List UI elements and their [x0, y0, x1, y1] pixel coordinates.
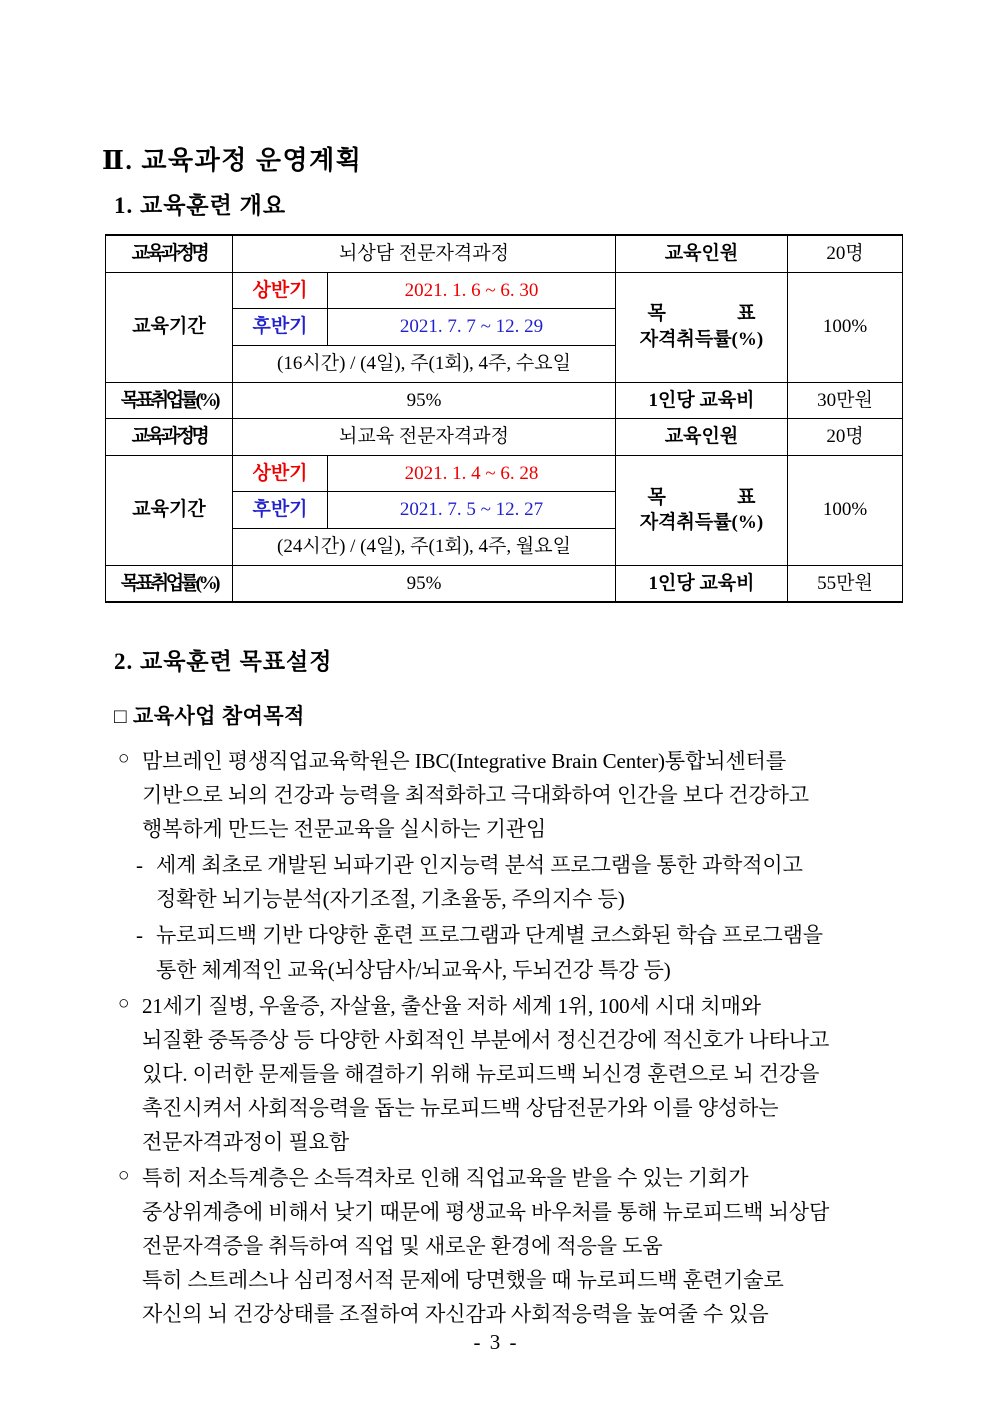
- first-half-label-cell: 상반기: [233, 455, 328, 492]
- purpose-bullet-list: [96, 744, 906, 1330]
- course-label-text: 교육과정명: [131, 426, 207, 448]
- second-half-label-cell: 후반기: [233, 492, 328, 529]
- bullet-dash-icon: -: [136, 923, 143, 948]
- employment-label-cell: [106, 382, 233, 419]
- first-half-label-cell: 상반기: [233, 272, 328, 309]
- employment-label-text: 목표취업률(%): [120, 572, 218, 594]
- list-item: [96, 1161, 906, 1331]
- second-half-value-cell: 2021. 7. 5 ~ 12. 27: [328, 492, 616, 529]
- goal-value-cell: 100%: [788, 272, 903, 382]
- bullet-circle-icon: ○: [118, 992, 130, 1014]
- second-half-label-cell: 후반기: [233, 309, 328, 346]
- first-half-value-cell: 2021. 1. 4 ~ 6. 28: [328, 455, 616, 492]
- list-item-line: 뇌질환 중독증상 등 다양한 사회적인 부분에서 정신건강에 적신호가 나타나고: [142, 1027, 830, 1052]
- fee-label-cell: 1인당 교육비: [616, 382, 788, 419]
- list-item-line: 21세기 질병, 우울증, 자살율, 출산율 저하 세계 1위, 100세 시대 치매와: [142, 993, 761, 1018]
- list-item-line: 촉진시켜서 사회적응력을 돕는 뉴로피드백 상담전문가와 이를 양성하는: [142, 1095, 779, 1120]
- course-overview-table: [105, 234, 903, 603]
- table-row: [106, 565, 903, 602]
- section-1-heading: 1. 교육훈련 개요: [114, 193, 287, 218]
- schedule-note-cell: (24시간) / (4일), 주(1회), 4주, 월요일: [233, 529, 616, 566]
- list-item-line: 기반으로 뇌의 건강과 능력을 최적화하고 극대화하여 인간을 보다 건강하고: [142, 783, 809, 808]
- table-row: [106, 272, 903, 309]
- list-item-line: 중상위계층에 비해서 낮기 때문에 평생교육 바우처를 통해 뉴로피드백 뇌상담: [142, 1199, 830, 1224]
- course-label-cell: [106, 419, 233, 456]
- list-item-line: 정확한 뇌기능분석(자기조절, 기초율동, 주의지수 등): [156, 887, 625, 912]
- bullet-circle-icon: ○: [118, 1164, 130, 1186]
- list-item-line: 행복하게 만드는 전문교육을 실시하는 기관임: [142, 817, 547, 842]
- list-item: [96, 744, 906, 846]
- table-row: [106, 455, 903, 492]
- list-item: [96, 989, 906, 1159]
- schedule-note-cell: (16시간) / (4일), 주(1회), 4주, 수요일: [233, 345, 616, 382]
- list-item-line: 통한 체계적인 교육(뇌상담사/뇌교육사, 두뇌건강 특강 등): [156, 957, 671, 982]
- period-label-cell: 교육기간: [106, 272, 233, 382]
- first-half-value-cell: 2021. 1. 6 ~ 6. 30: [328, 272, 616, 309]
- headcount-label-cell: 교육인원: [616, 235, 788, 272]
- period-label-cell: 교육기간: [106, 455, 233, 565]
- list-item-line: 전문자격과정이 필요함: [142, 1129, 350, 1154]
- table-row: [106, 235, 903, 272]
- headcount-value-cell: 20명: [788, 235, 903, 272]
- course-name-cell: 뇌교육 전문자격과정: [233, 419, 616, 456]
- second-half-value-cell: 2021. 7. 7 ~ 12. 29: [328, 309, 616, 346]
- subsection-heading: □ 교육사업 참여목적: [114, 704, 305, 729]
- list-item-line: 세계 최초로 개발된 뇌파기관 인지능력 분석 프로그램을 통한 과학적이고: [156, 853, 803, 878]
- page-number: - 3 -: [473, 1330, 519, 1354]
- bullet-circle-icon: ○: [118, 748, 130, 770]
- goal-label-line2: 자격취득률(%): [639, 329, 764, 351]
- section-2-heading: 2. 교육훈련 목표설정: [114, 649, 333, 675]
- goal-label-cell: [616, 272, 788, 382]
- goals-section: [96, 643, 906, 1330]
- list-item-line: 있다. 이러한 문제들을 해결하기 위해 뉴로피드백 뇌신경 훈련으로 뇌 건강을: [142, 1061, 820, 1086]
- goal-label-line1: 목 표: [647, 486, 756, 508]
- course-name-cell: 뇌상담 전문자격과정: [233, 235, 616, 272]
- list-item: [96, 848, 906, 916]
- table-row: [106, 382, 903, 419]
- list-item-line: 맘브레인 평생직업교육학원은 IBC(Integrative Brain Center)통합뇌센터를: [142, 749, 787, 774]
- goal-label-line2: 자격취득률(%): [639, 512, 764, 534]
- headcount-value-cell: 20명: [788, 419, 903, 456]
- list-item: [96, 918, 906, 986]
- chapter-heading: Ⅱ. 교육과정 운영계획: [102, 146, 363, 175]
- employment-value-cell: 95%: [233, 382, 616, 419]
- table-row: [106, 419, 903, 456]
- list-item-line: 전문자격증을 취득하여 직업 및 새로운 환경에 적응을 도움: [142, 1233, 663, 1258]
- list-item-line: 자신의 뇌 건강상태를 조절하여 자신감과 사회적응력을 높여줄 수 있음: [142, 1301, 769, 1326]
- bullet-dash-icon: -: [136, 853, 143, 878]
- fee-value-cell: 55만원: [788, 565, 903, 602]
- list-item-line: 특히 저소득계층은 소득격차로 인해 직업교육을 받을 수 있는 기회가: [142, 1165, 749, 1190]
- goal-label-cell: [616, 455, 788, 565]
- goal-label-line1: 목 표: [647, 303, 756, 325]
- course-label-cell: [106, 235, 233, 272]
- employment-label-text: 목표취업률(%): [120, 389, 218, 411]
- employment-label-cell: [106, 565, 233, 602]
- fee-value-cell: 30만원: [788, 382, 903, 419]
- course-label-text: 교육과정명: [131, 243, 207, 264]
- headcount-label-cell: 교육인원: [616, 419, 788, 456]
- goal-value-cell: 100%: [788, 455, 903, 565]
- fee-label-cell: 1인당 교육비: [616, 565, 788, 602]
- employment-value-cell: 95%: [233, 565, 616, 602]
- list-item-line: 특히 스트레스나 심리정서적 문제에 당면했을 때 뉴로피드백 훈련기술로: [142, 1267, 784, 1292]
- list-item-line: 뉴로피드백 기반 다양한 훈련 프로그램과 단계별 코스화된 학습 프로그램을: [156, 923, 823, 948]
